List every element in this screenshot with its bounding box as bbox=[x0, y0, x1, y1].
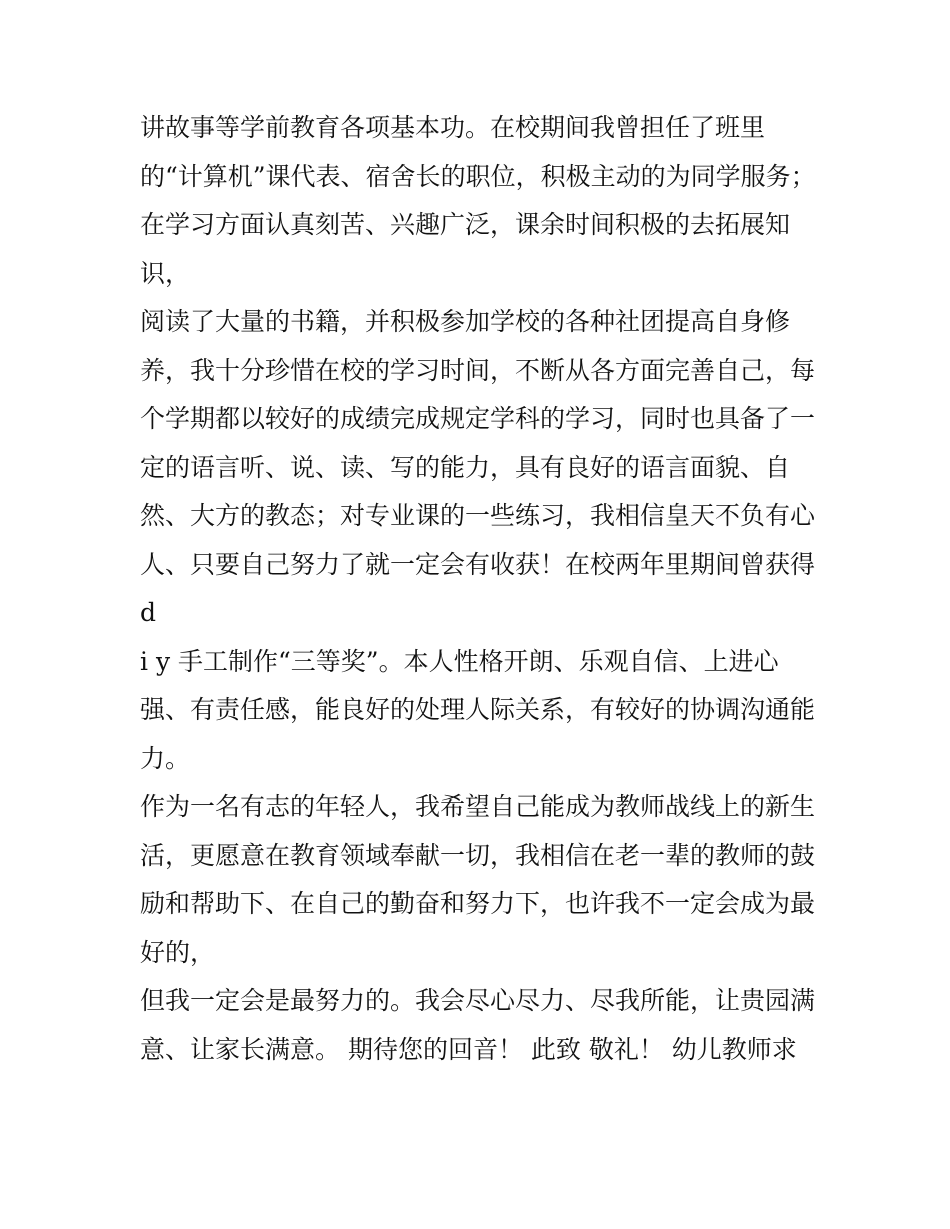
body-text bbox=[140, 104, 830, 1074]
text-line: 人、只要自己努力了就一定会有收获！在校两年里期间曾获得 bbox=[140, 549, 816, 579]
text-line: 然、大方的教态；对专业课的一些练习，我相信皇天不负有心 bbox=[140, 501, 816, 530]
text-line: 讲故事等学前教育各项基本功。在校期间我曾担任了班里 bbox=[140, 113, 766, 142]
text-line: i y 手工制作“三等奖”。本人性格开朗、乐观自信、上进心 bbox=[140, 646, 779, 676]
text-line: 个学期都以较好的成绩完成规定学科的学习，同时也具备了一 bbox=[140, 404, 816, 433]
text-line: d bbox=[140, 598, 157, 627]
text-line: 意、让家长满意。 期待您的回音！ 此致 敬礼！ 幼儿教师求 bbox=[140, 1034, 797, 1064]
text-line: 作为一名有志的年轻人，我希望自己能成为教师战线上的新生 bbox=[140, 792, 816, 821]
text-line: 但我一定会是最努力的。我会尽心尽力、尽我所能，让贵园满 bbox=[140, 986, 816, 1015]
text-line: 活，更愿意在教育领域奉献一切，我相信在老一辈的教师的鼓 bbox=[140, 840, 816, 870]
text-line: 的“计算机”课代表、宿舍长的职位，积极主动的为同学服务； bbox=[140, 161, 816, 191]
text-line: 励和帮助下、在自己的勤奋和努力下，也许我不一定会成为最 bbox=[140, 889, 816, 918]
text-line: 好的， bbox=[140, 937, 216, 967]
text-line: 定的语言听、说、读、写的能力，具有良好的语言面貌、自 bbox=[140, 452, 791, 482]
text-line: 阅读了大量的书籍，并积极参加学校的各种社团提高自身修 bbox=[140, 307, 791, 336]
text-line: 识， bbox=[140, 258, 191, 288]
text-line: 养，我十分珍惜在校的学习时间，不断从各方面完善自己，每 bbox=[140, 355, 816, 385]
text-line: 在学习方面认真刻苦、兴趣广泛，课余时间积极的去拓展知 bbox=[140, 210, 791, 239]
text-line: 强、有责任感，能良好的处理人际关系，有较好的协调沟通能 bbox=[140, 695, 816, 724]
text-line: 力。 bbox=[140, 743, 191, 773]
